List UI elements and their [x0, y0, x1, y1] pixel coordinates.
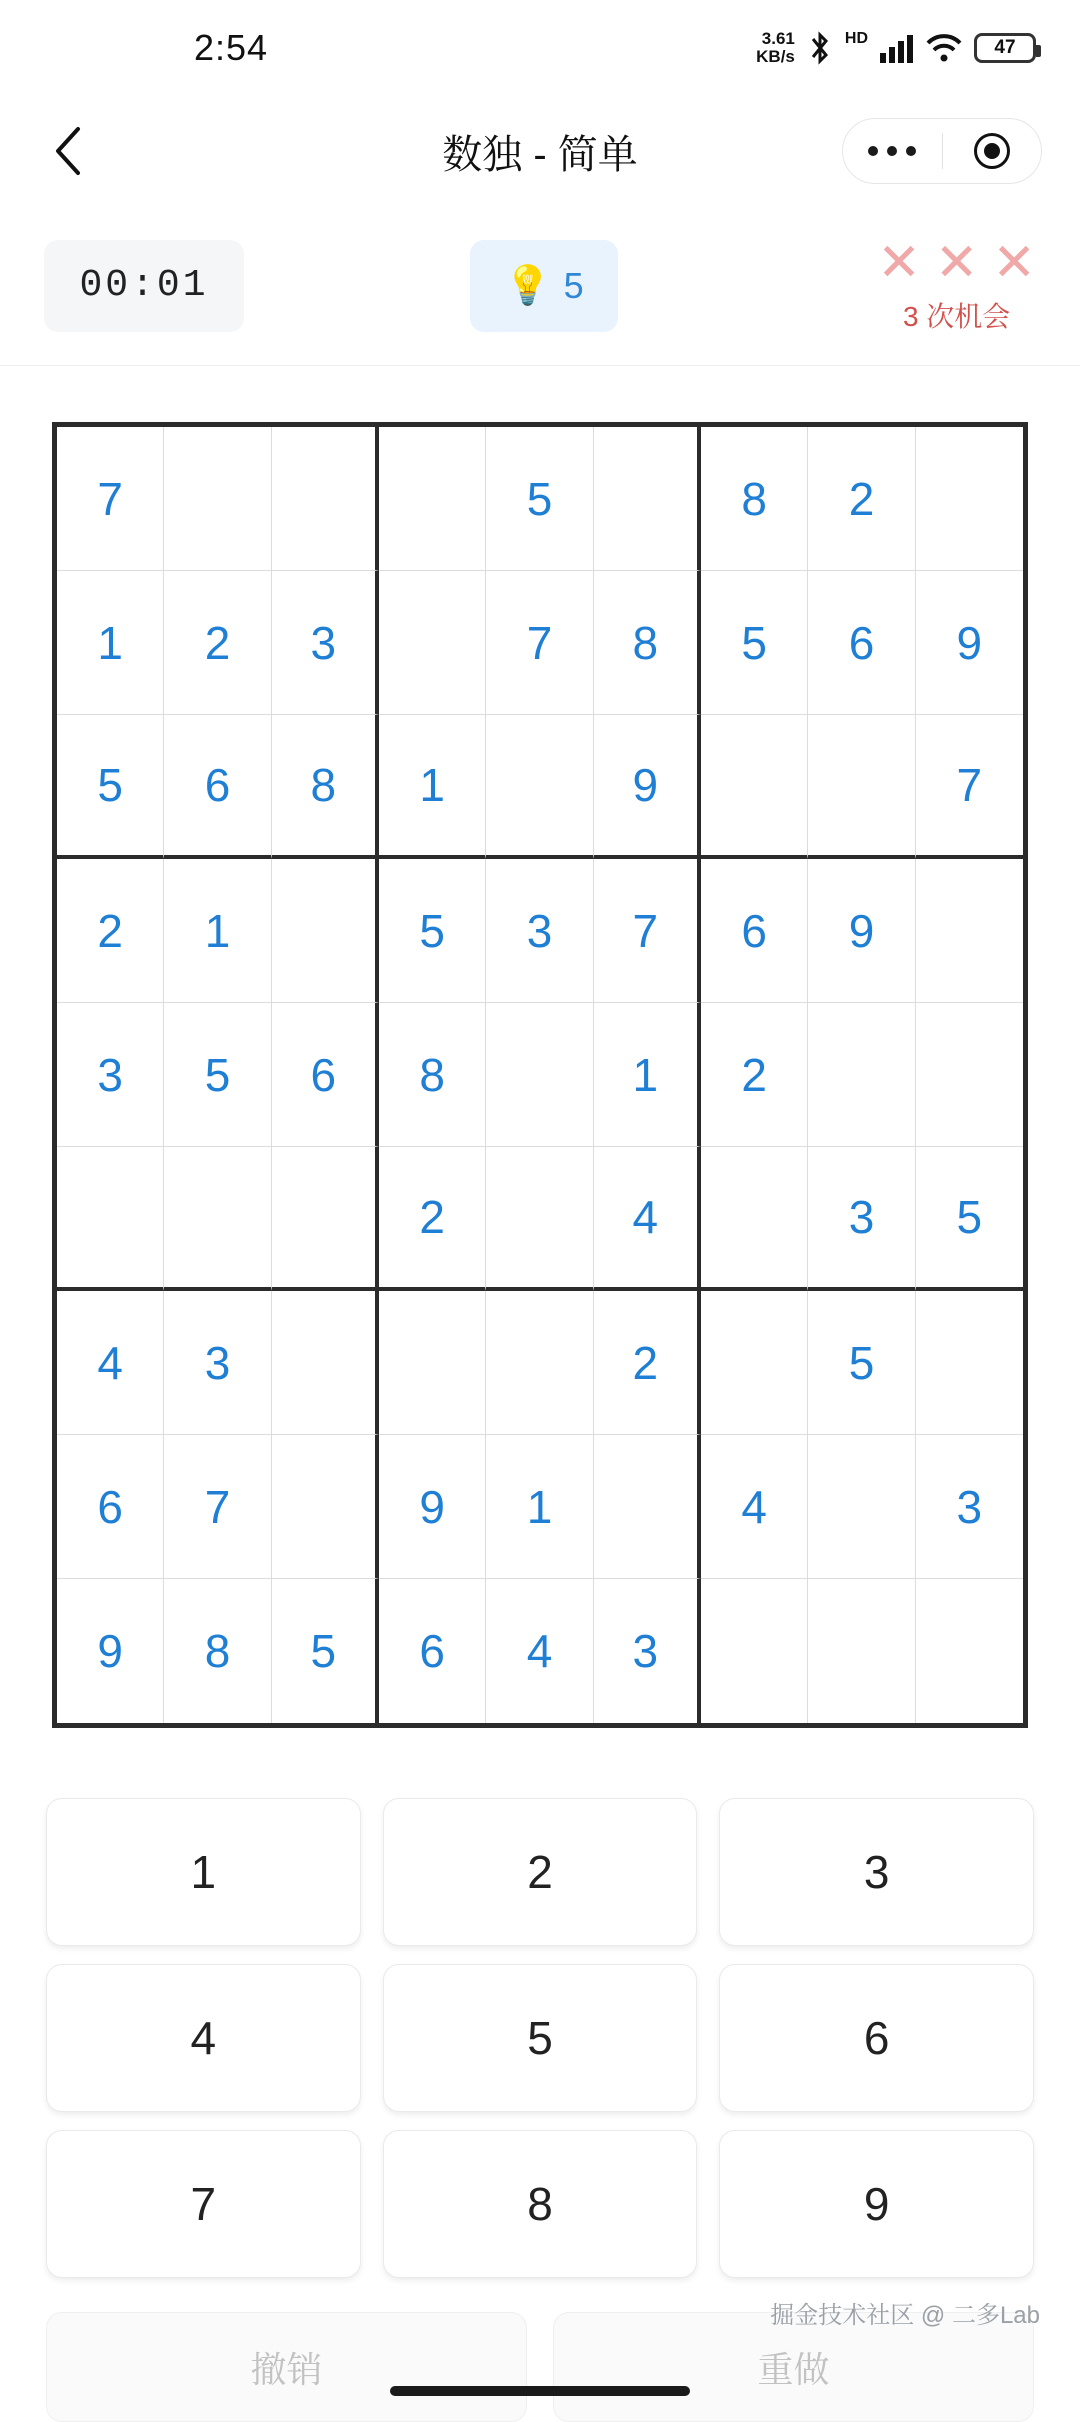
- redo-button[interactable]: 重做: [553, 2312, 1034, 2422]
- sudoku-cell-r3c9[interactable]: 7: [916, 715, 1023, 859]
- sudoku-cell-r8c2[interactable]: 7: [164, 1435, 271, 1579]
- sudoku-cell-r4c2[interactable]: 1: [164, 859, 271, 1003]
- sudoku-cell-r5c4[interactable]: 8: [379, 1003, 486, 1147]
- sudoku-cell-r6c3[interactable]: [272, 1147, 379, 1291]
- sudoku-cell-r1c6[interactable]: [594, 427, 701, 571]
- undo-button[interactable]: 撤销: [46, 2312, 527, 2422]
- sudoku-cell-r8c5[interactable]: 1: [486, 1435, 593, 1579]
- hd-icon: HD: [844, 30, 868, 47]
- sudoku-cell-r4c5[interactable]: 3: [486, 859, 593, 1003]
- sudoku-cell-r1c5[interactable]: 5: [486, 427, 593, 571]
- sudoku-cell-r7c7[interactable]: [701, 1291, 808, 1435]
- sudoku-cell-r9c6[interactable]: 3: [594, 1579, 701, 1723]
- sudoku-cell-r2c2[interactable]: 2: [164, 571, 271, 715]
- sudoku-cell-r5c2[interactable]: 5: [164, 1003, 271, 1147]
- number-key-3[interactable]: 3: [719, 1798, 1034, 1946]
- status-icons: [756, 30, 1036, 66]
- life-cross-3: ✕: [992, 233, 1036, 292]
- sudoku-cell-r9c2[interactable]: 8: [164, 1579, 271, 1723]
- sudoku-cell-r9c3[interactable]: 5: [272, 1579, 379, 1723]
- battery-indicator: [974, 33, 1036, 63]
- sudoku-cell-r4c3[interactable]: [272, 859, 379, 1003]
- sudoku-board[interactable]: [52, 422, 1028, 1728]
- sudoku-cell-r2c6[interactable]: 8: [594, 571, 701, 715]
- sudoku-cell-r2c7[interactable]: 5: [701, 571, 808, 715]
- sudoku-cell-r8c7[interactable]: 4: [701, 1435, 808, 1579]
- number-key-9[interactable]: 9: [719, 2130, 1034, 2278]
- sudoku-cell-r7c6[interactable]: 2: [594, 1291, 701, 1435]
- sudoku-cell-r6c7[interactable]: [701, 1147, 808, 1291]
- sudoku-cell-r1c8[interactable]: 2: [808, 427, 915, 571]
- sudoku-cell-r5c3[interactable]: 6: [272, 1003, 379, 1147]
- sudoku-cell-r3c5[interactable]: [486, 715, 593, 859]
- sudoku-cell-r2c4[interactable]: [379, 571, 486, 715]
- sudoku-cell-r3c2[interactable]: 6: [164, 715, 271, 859]
- sudoku-cell-r2c8[interactable]: 6: [808, 571, 915, 715]
- sudoku-cell-r4c9[interactable]: [916, 859, 1023, 1003]
- number-key-8[interactable]: 8: [383, 2130, 698, 2278]
- back-chevron-icon[interactable]: [38, 121, 98, 181]
- wifi-icon: [926, 33, 962, 63]
- sudoku-cell-r9c9[interactable]: [916, 1579, 1023, 1723]
- sudoku-cell-r6c1[interactable]: [57, 1147, 164, 1291]
- cellular-signal-icon: [880, 33, 914, 63]
- sudoku-cell-r9c5[interactable]: 4: [486, 1579, 593, 1723]
- sudoku-cell-r6c4[interactable]: 2: [379, 1147, 486, 1291]
- sudoku-cell-r9c1[interactable]: 9: [57, 1579, 164, 1723]
- hint-count: 5: [563, 264, 584, 306]
- sudoku-cell-r8c3[interactable]: [272, 1435, 379, 1579]
- number-key-7[interactable]: 7: [46, 2130, 361, 2278]
- sudoku-cell-r6c5[interactable]: [486, 1147, 593, 1291]
- sudoku-cell-r3c3[interactable]: 8: [272, 715, 379, 859]
- status-bar: [0, 0, 1080, 96]
- game-timer: 00:01: [44, 240, 244, 332]
- lightbulb-icon: 💡: [504, 264, 552, 307]
- lives-label: 3 次机会: [902, 300, 1011, 332]
- sudoku-cell-r6c6[interactable]: 4: [594, 1147, 701, 1291]
- sudoku-cell-r5c5[interactable]: [486, 1003, 593, 1147]
- sudoku-cell-r1c7[interactable]: 8: [701, 427, 808, 571]
- sudoku-cell-r1c9[interactable]: [916, 427, 1023, 571]
- mini-program-close-icon[interactable]: [943, 133, 1042, 169]
- sudoku-cell-r3c1[interactable]: 5: [57, 715, 164, 859]
- number-key-2[interactable]: 2: [383, 1798, 698, 1946]
- game-info-bar: [0, 206, 1080, 366]
- sudoku-cell-r1c1[interactable]: 7: [57, 427, 164, 571]
- sudoku-cell-r5c9[interactable]: [916, 1003, 1023, 1147]
- sudoku-cell-r7c3[interactable]: [272, 1291, 379, 1435]
- sudoku-cell-r6c8[interactable]: 3: [808, 1147, 915, 1291]
- network-speed-indicator: [756, 30, 795, 66]
- sudoku-cell-r7c8[interactable]: 5: [808, 1291, 915, 1435]
- lives-indicator: [877, 233, 1036, 335]
- battery-level: 47: [994, 37, 1016, 58]
- sudoku-cell-r4c8[interactable]: 9: [808, 859, 915, 1003]
- more-options-icon[interactable]: [843, 146, 942, 156]
- navigation-bar: [0, 96, 1080, 206]
- sudoku-cell-r6c2[interactable]: [164, 1147, 271, 1291]
- number-key-4[interactable]: 4: [46, 1964, 361, 2112]
- sudoku-cell-r8c1[interactable]: 6: [57, 1435, 164, 1579]
- sudoku-cell-r5c1[interactable]: 3: [57, 1003, 164, 1147]
- sudoku-cell-r4c1[interactable]: 2: [57, 859, 164, 1003]
- sudoku-cell-r8c8[interactable]: [808, 1435, 915, 1579]
- sudoku-cell-r3c7[interactable]: [701, 715, 808, 859]
- home-indicator[interactable]: [390, 2386, 690, 2396]
- sudoku-cell-r7c5[interactable]: [486, 1291, 593, 1435]
- sudoku-cell-r4c6[interactable]: 7: [594, 859, 701, 1003]
- lives-crosses: [877, 233, 1036, 292]
- sudoku-cell-r7c2[interactable]: 3: [164, 1291, 271, 1435]
- sudoku-cell-r2c5[interactable]: 7: [486, 571, 593, 715]
- number-key-5[interactable]: 5: [383, 1964, 698, 2112]
- watermark: 掘金技术社区 @ 二多Lab: [770, 2302, 1040, 2329]
- sudoku-cell-r5c8[interactable]: [808, 1003, 915, 1147]
- network-speed-unit: KB/s: [756, 47, 795, 66]
- sudoku-cell-r9c7[interactable]: [701, 1579, 808, 1723]
- mini-program-capsule: [842, 118, 1042, 184]
- sudoku-cell-r2c9[interactable]: 9: [916, 571, 1023, 715]
- sudoku-cell-r2c3[interactable]: 3: [272, 571, 379, 715]
- hint-button[interactable]: [470, 240, 618, 332]
- sudoku-cell-r4c7[interactable]: 6: [701, 859, 808, 1003]
- status-time: 2:54: [194, 27, 269, 68]
- sudoku-cell-r8c6[interactable]: [594, 1435, 701, 1579]
- sudoku-cell-r3c6[interactable]: 9: [594, 715, 701, 859]
- sudoku-cell-r1c2[interactable]: [164, 427, 271, 571]
- sudoku-cell-r1c4[interactable]: [379, 427, 486, 571]
- sudoku-cell-r5c7[interactable]: 2: [701, 1003, 808, 1147]
- sudoku-cell-r7c4[interactable]: [379, 1291, 486, 1435]
- sudoku-cell-r1c3[interactable]: [272, 427, 379, 571]
- sudoku-cell-r5c6[interactable]: 1: [594, 1003, 701, 1147]
- network-speed-value: 3.61: [761, 29, 795, 48]
- sudoku-cell-r2c1[interactable]: 1: [57, 571, 164, 715]
- number-pad: [0, 1728, 1080, 2278]
- sudoku-cell-r7c1[interactable]: 4: [57, 1291, 164, 1435]
- number-key-1[interactable]: 1: [46, 1798, 361, 1946]
- sudoku-cell-r7c9[interactable]: [916, 1291, 1023, 1435]
- sudoku-cell-r6c9[interactable]: 5: [916, 1147, 1023, 1291]
- sudoku-cell-r4c4[interactable]: 5: [379, 859, 486, 1003]
- number-key-6[interactable]: 6: [719, 1964, 1034, 2112]
- page-title: 数独 - 简单: [442, 132, 638, 177]
- bluetooth-icon: [807, 31, 833, 65]
- sudoku-board-container: [0, 366, 1080, 1728]
- sudoku-cell-r3c4[interactable]: 1: [379, 715, 486, 859]
- life-cross-2: ✕: [934, 233, 979, 292]
- sudoku-cell-r8c4[interactable]: 9: [379, 1435, 486, 1579]
- sudoku-cell-r9c8[interactable]: [808, 1579, 915, 1723]
- sudoku-cell-r3c8[interactable]: [808, 715, 915, 859]
- life-cross-1: ✕: [877, 233, 921, 292]
- sudoku-cell-r8c9[interactable]: 3: [916, 1435, 1023, 1579]
- sudoku-cell-r9c4[interactable]: 6: [379, 1579, 486, 1723]
